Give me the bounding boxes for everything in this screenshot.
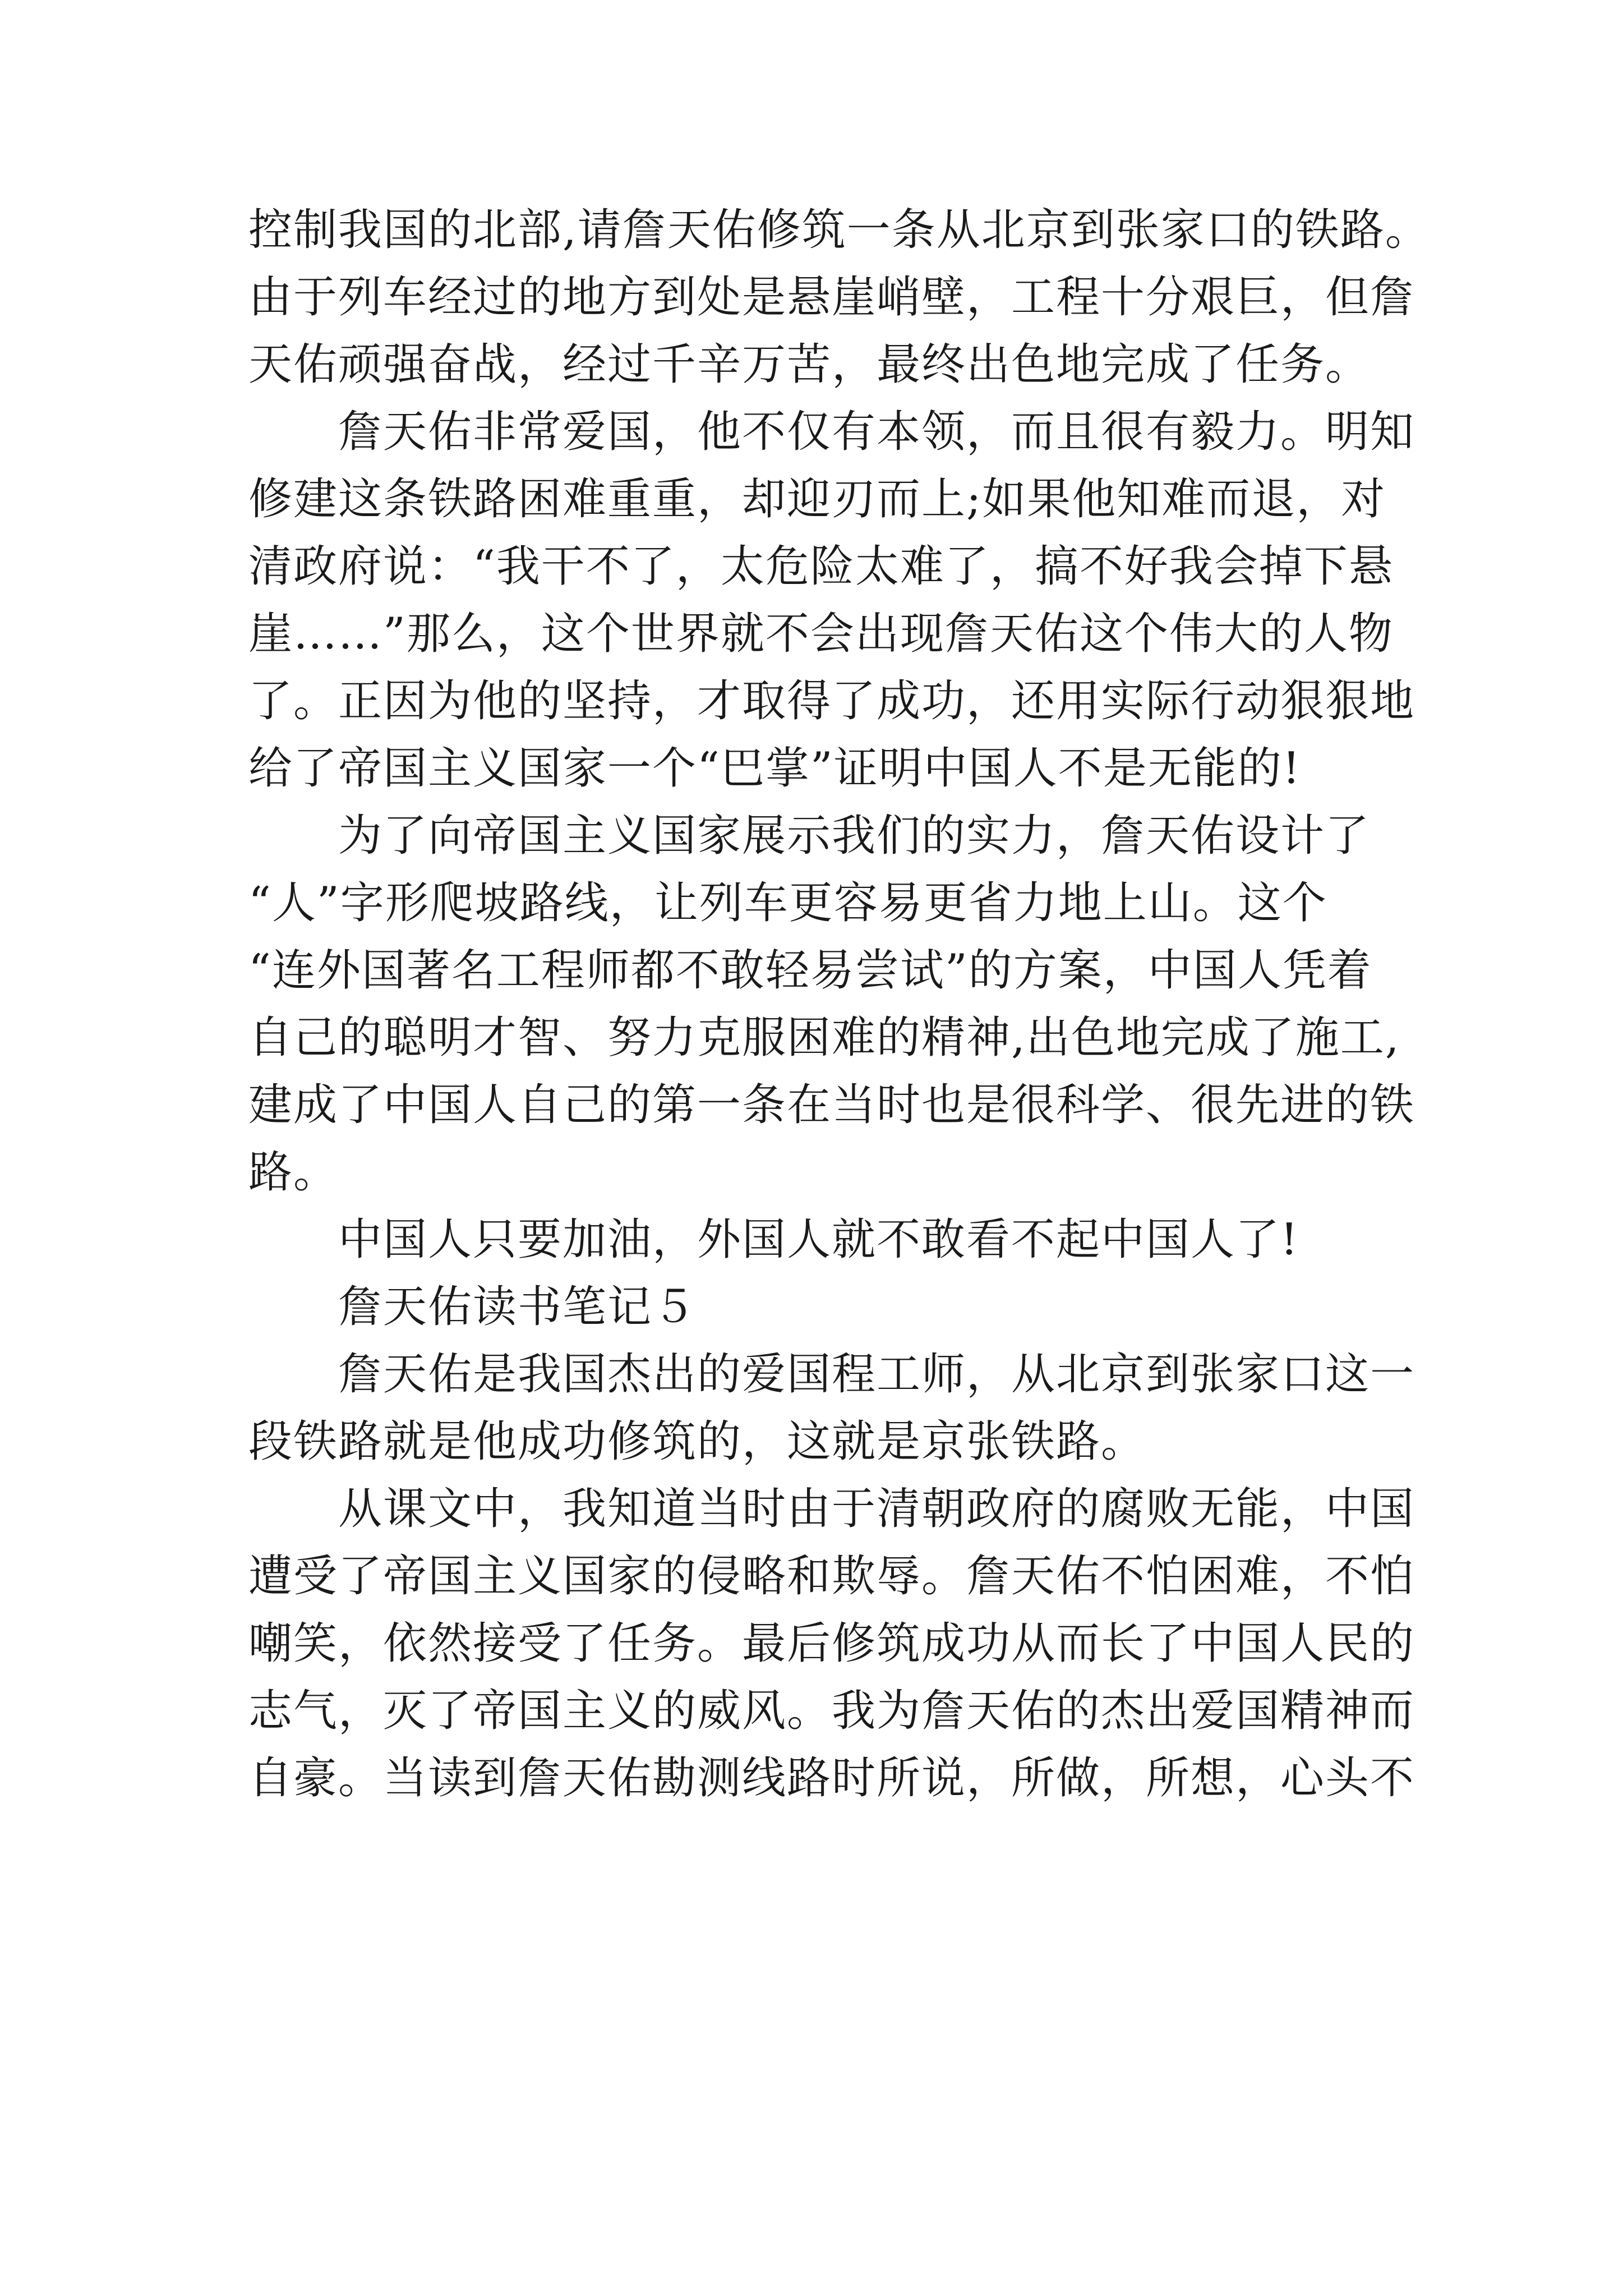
text-line: 控制我国的北部,请詹天佑修筑一条从北京到张家口的铁路。 [248, 205, 1430, 255]
text-line: 路。 [248, 1147, 339, 1198]
text-line: 天佑顽强奋战，经过千辛万苦，最终出色地完成了任务。 [248, 339, 1371, 390]
text-line: 中国人只要加油，外国人就不敢看不起中国人了! [338, 1214, 1299, 1265]
paragraph-6 [248, 1475, 1437, 1812]
text-line: 遭受了帝国主义国家的侵略和欺辱。詹天佑不怕困难，不怕 [248, 1551, 1415, 1602]
paragraph-4 [248, 1206, 1437, 1273]
section-heading [248, 1273, 1437, 1341]
text-line: 自己的聪明才智、努力克服困难的精神,出色地完成了施工, [248, 1013, 1400, 1063]
document-body [248, 196, 1437, 1812]
text-line: 詹天佑非常爱国，他不仅有本领，而且很有毅力。明知 [338, 407, 1415, 457]
text-line: 清政府说：“我干不了，太危险太难了，搞不好我会掉下悬 [248, 541, 1394, 592]
text-line: 给了帝国主义国家一个“巴掌”证明中国人不是无能的! [248, 743, 1302, 794]
text-line: “连外国著名工程师都不敢轻易尝试”的方案，中国人凭着 [248, 945, 1372, 996]
text-line: “人”字形爬坡路线，让列车更容易更省力地上山。这个 [248, 878, 1327, 928]
paragraph-2 [248, 398, 1437, 802]
text-line: 崖……”那么，这个世界就不会出现詹天佑这个伟大的人物 [248, 609, 1394, 659]
text-line: 詹天佑读书笔记５ [338, 1282, 698, 1332]
text-line: 段铁路就是他成功修筑的，这就是京张铁路。 [248, 1416, 1146, 1467]
text-line: 建成了中国人自己的第一条在当时也是很科学、很先进的铁 [248, 1080, 1415, 1130]
text-line: 从课文中，我知道当时由于清朝政府的腐败无能，中国 [338, 1484, 1415, 1534]
text-line: 为了向帝国主义国家展示我们的实力，詹天佑设计了 [338, 811, 1371, 861]
text-line: 自豪。当读到詹天佑勘测线路时所说，所做，所想，心头不 [248, 1753, 1415, 1803]
text-line: 嘲笑，依然接受了任务。最后修筑成功从而长了中国人民的 [248, 1618, 1415, 1669]
text-line: 詹天佑是我国杰出的爱国程工师，从北京到张家口这一 [338, 1349, 1415, 1400]
text-line: 修建这条铁路困难重重，却迎刃而上;如果他知难而退，对 [248, 474, 1386, 524]
text-line: 志气，灭了帝国主义的威风。我为詹天佑的杰出爱国精神而 [248, 1686, 1415, 1736]
paragraph-5 [248, 1341, 1437, 1475]
paragraph-3 [248, 802, 1437, 1206]
text-line: 由于列车经过的地方到处是悬崖峭壁，工程十分艰巨，但詹 [248, 272, 1415, 323]
text-line: 了。正因为他的坚持，才取得了成功，还用实际行动狠狠地 [248, 676, 1415, 726]
paragraph-1 [248, 196, 1437, 398]
